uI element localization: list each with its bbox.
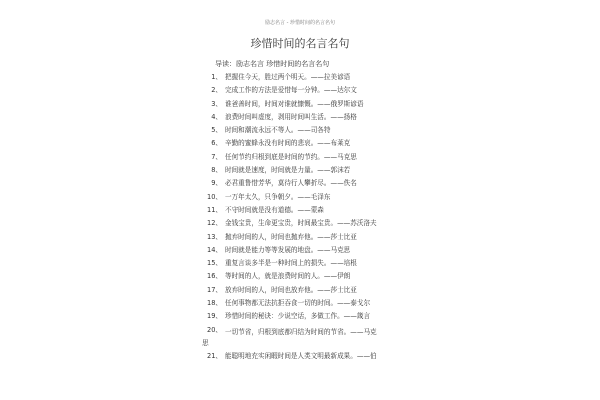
list-item xyxy=(0,166,600,179)
list-item xyxy=(0,233,600,246)
quote-number: 16、 xyxy=(207,272,222,281)
list-item xyxy=(0,86,600,99)
quote-number: 19、 xyxy=(207,312,222,321)
quote-text: 时间和潮流永远不等人。——司各特 xyxy=(225,126,331,135)
quote-number: 9、 xyxy=(211,179,222,188)
list-item xyxy=(0,73,600,86)
page-title: 珍惜时间的名言名句 xyxy=(250,37,350,50)
list-item xyxy=(0,352,600,365)
quote-text: 重复言谈多半是一种时间上的损失。——培根 xyxy=(225,259,357,268)
quote-number: 18、 xyxy=(207,299,222,308)
list-item xyxy=(0,219,600,232)
quote-number: 1、 xyxy=(211,73,222,81)
quote-number: 13、 xyxy=(207,232,222,241)
list-item xyxy=(0,286,600,299)
quote-text: 珍惜时间的秘诀：少说空话，多做工作。——箴言 xyxy=(225,312,371,321)
quote-number: 20、 xyxy=(207,325,222,334)
quote-list xyxy=(0,73,600,365)
quote-text: 能聪明地充实闲暇时间是人类文明最新成果。——伯 xyxy=(225,351,377,360)
quote-number: 2、 xyxy=(211,86,222,95)
quote-text: 放弃时间的人，时间也放弃他。——莎士比亚 xyxy=(225,285,357,294)
quote-text: 完成工作的方法是爱惜每一分钟。——达尔文 xyxy=(225,86,357,95)
list-item xyxy=(0,100,600,113)
list-item xyxy=(0,206,600,219)
quote-number: 12、 xyxy=(207,219,222,228)
list-item xyxy=(0,113,600,126)
quote-text: 任何节约归根到底是时间的节约。——马克思 xyxy=(225,152,357,161)
quote-number: 11、 xyxy=(207,205,222,214)
quote-number: 4、 xyxy=(211,112,222,121)
list-item xyxy=(0,326,600,352)
quote-text: 不守时间就是没有道德。——蒙森 xyxy=(225,205,324,214)
list-item xyxy=(0,193,600,206)
quote-text-continuation: 思 xyxy=(202,338,209,347)
quote-text: 抛弃时间的人，时间也抛弃他。——莎士比亚 xyxy=(225,232,357,241)
quote-text: 必君重鲁惜芳华，莫待行人攀折尽。——佚名 xyxy=(225,179,357,188)
quote-text: 等时间的人，就是浪费时间的人。——伊朗 xyxy=(225,272,351,281)
quote-number: 6、 xyxy=(211,139,222,148)
quote-text: 时间就是速度，时间就是力量。——郭沫若 xyxy=(225,166,351,175)
quote-text: 把握住今天，胜过两个明天。——拉美谚语 xyxy=(225,73,351,81)
quote-text: 金钱宝贵，生命更宝贵，时间最宝贵。——苏沃洛夫 xyxy=(225,219,377,228)
quote-number: 15、 xyxy=(207,259,222,268)
list-item xyxy=(0,179,600,192)
quote-number: 7、 xyxy=(211,152,222,161)
quote-number: 14、 xyxy=(207,245,222,254)
quote-number: 21、 xyxy=(207,351,222,360)
list-item xyxy=(0,272,600,285)
list-item xyxy=(0,126,600,139)
quote-number: 17、 xyxy=(207,285,222,294)
list-item xyxy=(0,299,600,312)
quote-number: 10、 xyxy=(207,192,222,201)
quote-text-line: 一切节省，归根到底都归结为时间的节省。——马克 xyxy=(225,327,377,336)
quote-text: 辛勤的蜜蜂永没有时间的悲哀。——布莱克 xyxy=(225,139,351,148)
quote-number: 5、 xyxy=(211,126,222,135)
quote-text: 谁爸善时间，时间对谁就慷慨。——俄罗斯谚语 xyxy=(225,99,364,108)
list-item xyxy=(0,139,600,152)
list-item xyxy=(0,312,600,325)
quote-text: 任何事物都无法抗拒吞食一切的时间。——泰戈尔 xyxy=(225,299,371,308)
page-header-breadcrumb: 励志名言 - 珍惜时间的名言名句 xyxy=(265,20,335,26)
quote-text: 时间就是能力等等发展的地盘。——马克思 xyxy=(225,245,351,254)
quote-text: 浪费时间叫虚度，剥用时间叫生活。——扬格 xyxy=(225,112,357,121)
quote-text: 一万年太久，只争朝夕。——毛泽东 xyxy=(225,192,331,201)
list-item xyxy=(0,246,600,259)
quote-number: 3、 xyxy=(211,99,222,108)
list-item xyxy=(0,153,600,166)
quote-number: 8、 xyxy=(211,166,222,175)
quote-text xyxy=(225,326,385,339)
list-item xyxy=(0,259,600,272)
intro-text: 导读：励志名言 珍惜时间的名言名句 xyxy=(215,60,330,68)
